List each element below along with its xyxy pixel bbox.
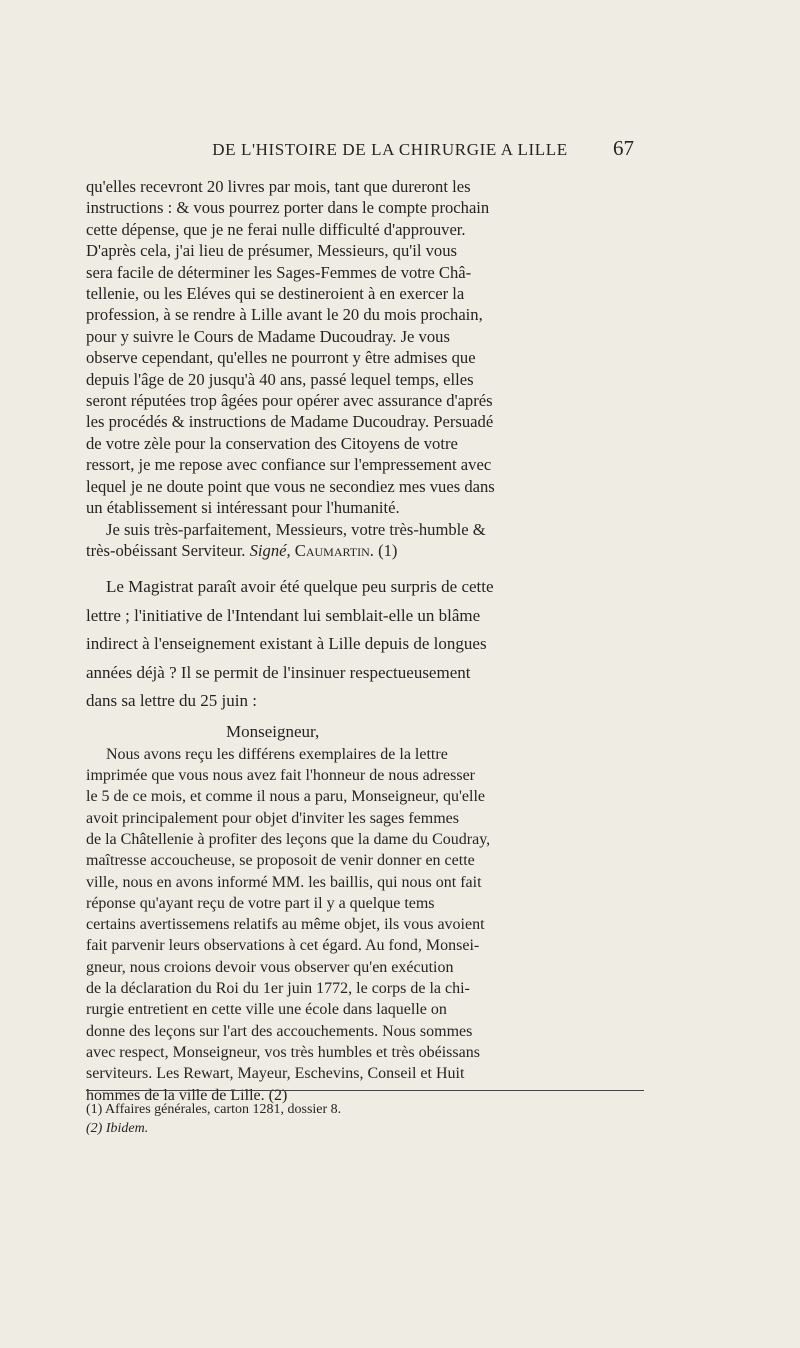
text-line: tellenie, ou les Eléves qui se destineroient à en exercer la <box>86 284 465 304</box>
text-line: les procédés & instructions de Madame Ducoudray. Persuadé <box>86 412 494 432</box>
closing-line <box>86 540 646 561</box>
text-line: indirect à l'enseignement existant à Lille depuis de longues <box>86 634 487 654</box>
text-line: seront réputées trop âgées pour opérer avec assurance d'aprés <box>86 391 493 411</box>
text-line: avoit principalement pour objet d'inviter les sages femmes <box>86 809 459 827</box>
text-line: depuis l'âge de 20 jusqu'à 40 ans, passé lequel temps, elles <box>86 369 474 389</box>
text-line: imprimée que vous nous avez fait l'honneur de nous adresser <box>86 767 475 785</box>
footnote-1: (1) Affaires générales, carton 1281, dossier 8. <box>86 1102 342 1117</box>
text-line: un établissement si intéressant pour l'humanité. <box>86 498 400 518</box>
text-line: Nous avons reçu les différens exemplaires de la lettre <box>106 745 448 763</box>
text-line: de la Châtellenie à profiter des leçons que la dame du Coudray, <box>86 831 491 848</box>
text-line: de votre zèle pour la conservation des Citoyens de votre <box>86 433 458 453</box>
text-line: pour y suivre le Cours de Madame Ducoudray. Je vous <box>86 326 450 346</box>
text-line: dans sa lettre du 25 juin : <box>86 691 257 711</box>
text-line: fait parvenir leurs observations à cet égard. Au fond, Monsei- <box>86 937 480 955</box>
closing-prefix: très-obéissant Serviteur. <box>86 540 250 560</box>
page-number: 67 <box>613 136 634 160</box>
text-line: Je suis très-parfaitement, Messieurs, votre très-humble & <box>106 519 486 539</box>
text-line: lequel je ne doute point que vous ne secondiez mes vues dans <box>86 476 495 496</box>
text-line: instructions : & vous pourrez porter dans le compte prochain <box>86 198 490 218</box>
signed-word: Signé, <box>249 540 291 560</box>
text-line: lettre ; l'initiative de l'Intendant lui semblait-elle un blâme <box>86 605 481 625</box>
text-line: cette dépense, que je ne ferai nulle difficulté d'approuver. <box>86 219 466 239</box>
footnote-divider <box>86 1090 644 1091</box>
text-line: réponse qu'ayant reçu de votre part il y a quelque tems <box>86 894 435 912</box>
footnote-2: (2) Ibidem. <box>86 1121 149 1136</box>
text-line: sera facile de déterminer les Sages-Femmes de votre Châ- <box>86 262 472 282</box>
page-body <box>86 176 646 1106</box>
text-line: rurgie entretient en cette ville une école dans laquelle on <box>86 1001 447 1019</box>
text-line: serviteurs. Les Rewart, Mayeur, Eschevins, Conseil et Huit <box>86 1065 465 1083</box>
narration-paragraph <box>86 573 646 716</box>
signer-name: Caumartin. <box>294 540 374 560</box>
text-line: Le Magistrat paraît avoir été quelque peu surpris de cette <box>106 577 494 597</box>
text-line: hommes de la ville de Lille. (2) <box>86 1086 288 1104</box>
text-line: années déjà ? Il se permit de l'insinuer respectueusement <box>86 662 471 682</box>
footnote-ref: (1) <box>378 540 398 560</box>
text-line: qu'elles recevront 20 livres par mois, tant que dureront les <box>86 177 471 196</box>
salutation: Monseigneur, <box>226 721 320 741</box>
text-line: donne des leçons sur l'art des accouchements. Nous sommes <box>86 1022 473 1040</box>
running-title: DE L'HISTOIRE DE LA CHIRURGIE A LILLE <box>212 140 568 159</box>
text-line: gneur, nous croions devoir vous observer qu'en exécution <box>86 958 454 976</box>
footnotes <box>86 1100 646 1138</box>
text-line: profession, à se rendre à Lille avant le 20 du mois prochain, <box>86 305 483 325</box>
text-line: observe cependant, qu'elles ne pourront y être admises que <box>86 348 476 368</box>
reply-letter-paragraph <box>86 744 646 1106</box>
text-line: le 5 de ce mois, et comme il nous a paru, Monseigneur, qu'elle <box>86 788 486 806</box>
text-line: maîtresse accoucheuse, se proposoit de venir donner en cette <box>86 852 475 870</box>
text-line: certains avertissemens relatifs au même objet, ils vous avoient <box>86 916 485 934</box>
text-line: de la déclaration du Roi du 1er juin 1772, le corps de la chi- <box>86 980 470 998</box>
text-line: ville, nous en avons informé MM. les baillis, qui nous ont fait <box>86 873 482 891</box>
text-line: ressort, je me repose avec confiance sur l'empressement avec <box>86 455 492 475</box>
letter-end-paragraph <box>86 176 646 561</box>
text-line: avec respect, Monseigneur, vos très humbles et très obéissans <box>86 1043 480 1061</box>
text-line: D'après cela, j'ai lieu de présumer, Messieurs, qu'il vous <box>86 241 457 261</box>
